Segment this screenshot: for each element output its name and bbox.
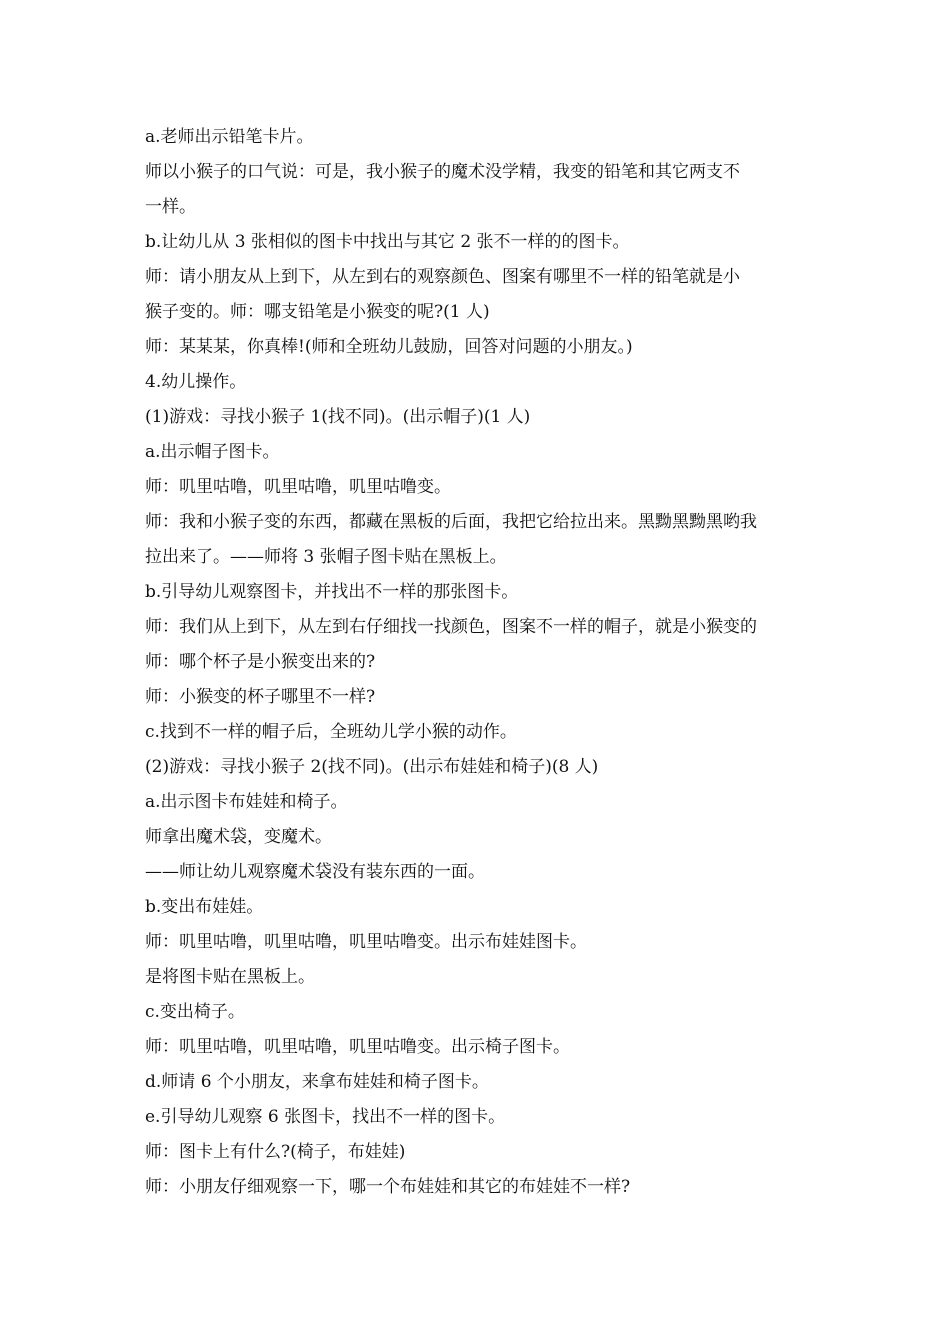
text-line: 是将图卡贴在黑板上。 xyxy=(145,967,315,987)
text-line: 一样。 xyxy=(145,197,196,217)
text-line: 师：某某某，你真棒!(师和全班幼儿鼓励，回答对问题的小朋友。) xyxy=(145,337,633,357)
text-line: 师以小猴子的口气说：可是，我小猴子的魔术没学精，我变的铅笔和其它两支不 xyxy=(145,162,740,182)
text-line: b.让幼儿从 3 张相似的图卡中找出与其它 2 张不一样的的图卡。 xyxy=(145,232,630,252)
text-line: c.找到不一样的帽子后，全班幼儿学小猴的动作。 xyxy=(145,722,517,742)
text-line: 师：图卡上有什么?(椅子，布娃娃) xyxy=(145,1142,406,1162)
text-line: a.出示图卡布娃娃和椅子。 xyxy=(145,792,348,812)
text-line: 师：小猴变的杯子哪里不一样? xyxy=(145,687,376,707)
text-line: a.出示帽子图卡。 xyxy=(145,442,280,462)
text-line: 师：小朋友仔细观察一下，哪一个布娃娃和其它的布娃娃不一样? xyxy=(145,1177,631,1197)
text-line: (1)游戏：寻找小猴子 1(找不同)。(出示帽子)(1 人) xyxy=(145,407,531,427)
text-line: 师：请小朋友从上到下，从左到右的观察颜色、图案有哪里不一样的铅笔就是小 xyxy=(145,267,740,287)
text-line: 师：我们从上到下，从左到右仔细找一找颜色，图案不一样的帽子，就是小猴变的 xyxy=(145,617,757,637)
text-line: a.老师出示铅笔卡片。 xyxy=(145,127,314,147)
text-line: 4.幼儿操作。 xyxy=(145,372,247,392)
text-line: (2)游戏：寻找小猴子 2(找不同)。(出示布娃娃和椅子)(8 人) xyxy=(145,757,599,777)
text-line: 师：我和小猴子变的东西，都藏在黑板的后面，我把它给拉出来。黑黝黑黝黑哟我 xyxy=(145,512,757,532)
text-line: d.师请 6 个小朋友，来拿布娃娃和椅子图卡。 xyxy=(145,1072,489,1092)
document-body xyxy=(145,120,810,1205)
text-line: 师：哪个杯子是小猴变出来的? xyxy=(145,652,376,672)
text-line: e.引导幼儿观察 6 张图卡，找出不一样的图卡。 xyxy=(145,1107,506,1127)
text-line: 师拿出魔术袋，变魔术。 xyxy=(145,827,332,847)
text-line: ——师让幼儿观察魔术袋没有装东西的一面。 xyxy=(145,862,485,882)
text-line: 猴子变的。师：哪支铅笔是小猴变的呢?(1 人) xyxy=(145,302,490,322)
text-line: b.引导幼儿观察图卡，并找出不一样的那张图卡。 xyxy=(145,582,519,602)
text-line: c.变出椅子。 xyxy=(145,1002,245,1022)
text-line: 拉出来了。——师将 3 张帽子图卡贴在黑板上。 xyxy=(145,547,507,567)
text-line: 师：叽里咕噜，叽里咕噜，叽里咕噜变。 xyxy=(145,477,451,497)
text-line: 师：叽里咕噜，叽里咕噜，叽里咕噜变。出示布娃娃图卡。 xyxy=(145,932,587,952)
text-line: b.变出布娃娃。 xyxy=(145,897,264,917)
text-line: 师：叽里咕噜，叽里咕噜，叽里咕噜变。出示椅子图卡。 xyxy=(145,1037,570,1057)
